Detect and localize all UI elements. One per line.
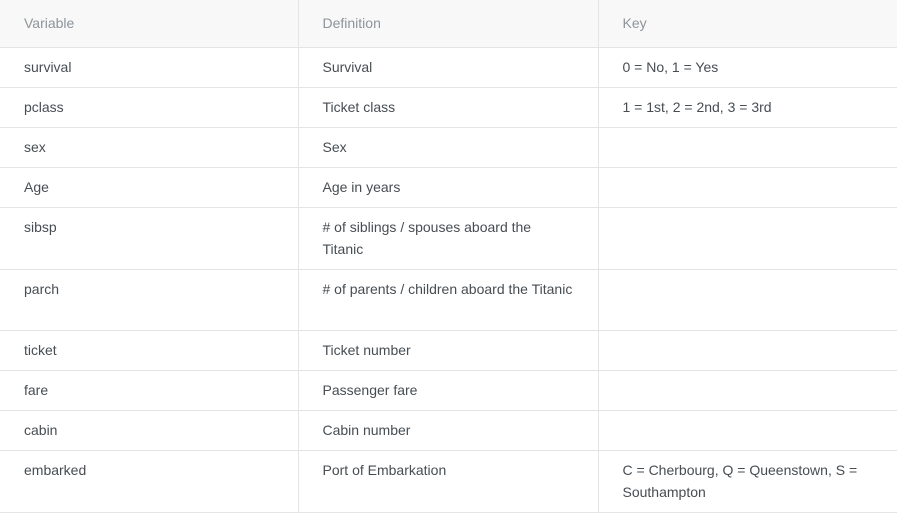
table-row — [0, 127, 897, 167]
cell-definition: Port of Embarkation — [298, 450, 598, 512]
cell-definition: # of siblings / spouses aboard the Titanic — [298, 207, 598, 269]
cell-variable: pclass — [0, 87, 298, 127]
cell-variable: ticket — [0, 330, 298, 370]
cell-variable: fare — [0, 370, 298, 410]
cell-definition: Sex — [298, 127, 598, 167]
cell-key: 1 = 1st, 2 = 2nd, 3 = 3rd — [598, 87, 897, 127]
cell-variable: sibsp — [0, 207, 298, 269]
table-row — [0, 269, 897, 330]
table-row — [0, 410, 897, 450]
cell-key — [598, 330, 897, 370]
cell-variable: Age — [0, 167, 298, 207]
cell-definition: Survival — [298, 47, 598, 87]
cell-key — [598, 370, 897, 410]
cell-definition: Cabin number — [298, 410, 598, 450]
cell-variable: parch — [0, 269, 298, 330]
cell-variable: sex — [0, 127, 298, 167]
table-row — [0, 87, 897, 127]
cell-definition: Age in years — [298, 167, 598, 207]
table-row — [0, 370, 897, 410]
table-row — [0, 450, 897, 512]
cell-key: C = Cherbourg, Q = Queenstown, S = Southampton — [598, 450, 897, 512]
table-row — [0, 207, 897, 269]
table-row — [0, 330, 897, 370]
cell-key — [598, 269, 897, 330]
table-row — [0, 47, 897, 87]
column-header-key: Key — [598, 0, 897, 47]
cell-definition: Ticket number — [298, 330, 598, 370]
cell-definition: Passenger fare — [298, 370, 598, 410]
column-header-variable: Variable — [0, 0, 298, 47]
table-row — [0, 167, 897, 207]
cell-variable: survival — [0, 47, 298, 87]
column-header-definition: Definition — [298, 0, 598, 47]
cell-variable: cabin — [0, 410, 298, 450]
cell-key: 0 = No, 1 = Yes — [598, 47, 897, 87]
cell-key — [598, 167, 897, 207]
table-header-row — [0, 0, 897, 47]
cell-key — [598, 127, 897, 167]
cell-variable: embarked — [0, 450, 298, 512]
cell-definition: # of parents / children aboard the Titanic — [298, 269, 598, 330]
cell-key — [598, 207, 897, 269]
cell-key — [598, 410, 897, 450]
cell-definition: Ticket class — [298, 87, 598, 127]
